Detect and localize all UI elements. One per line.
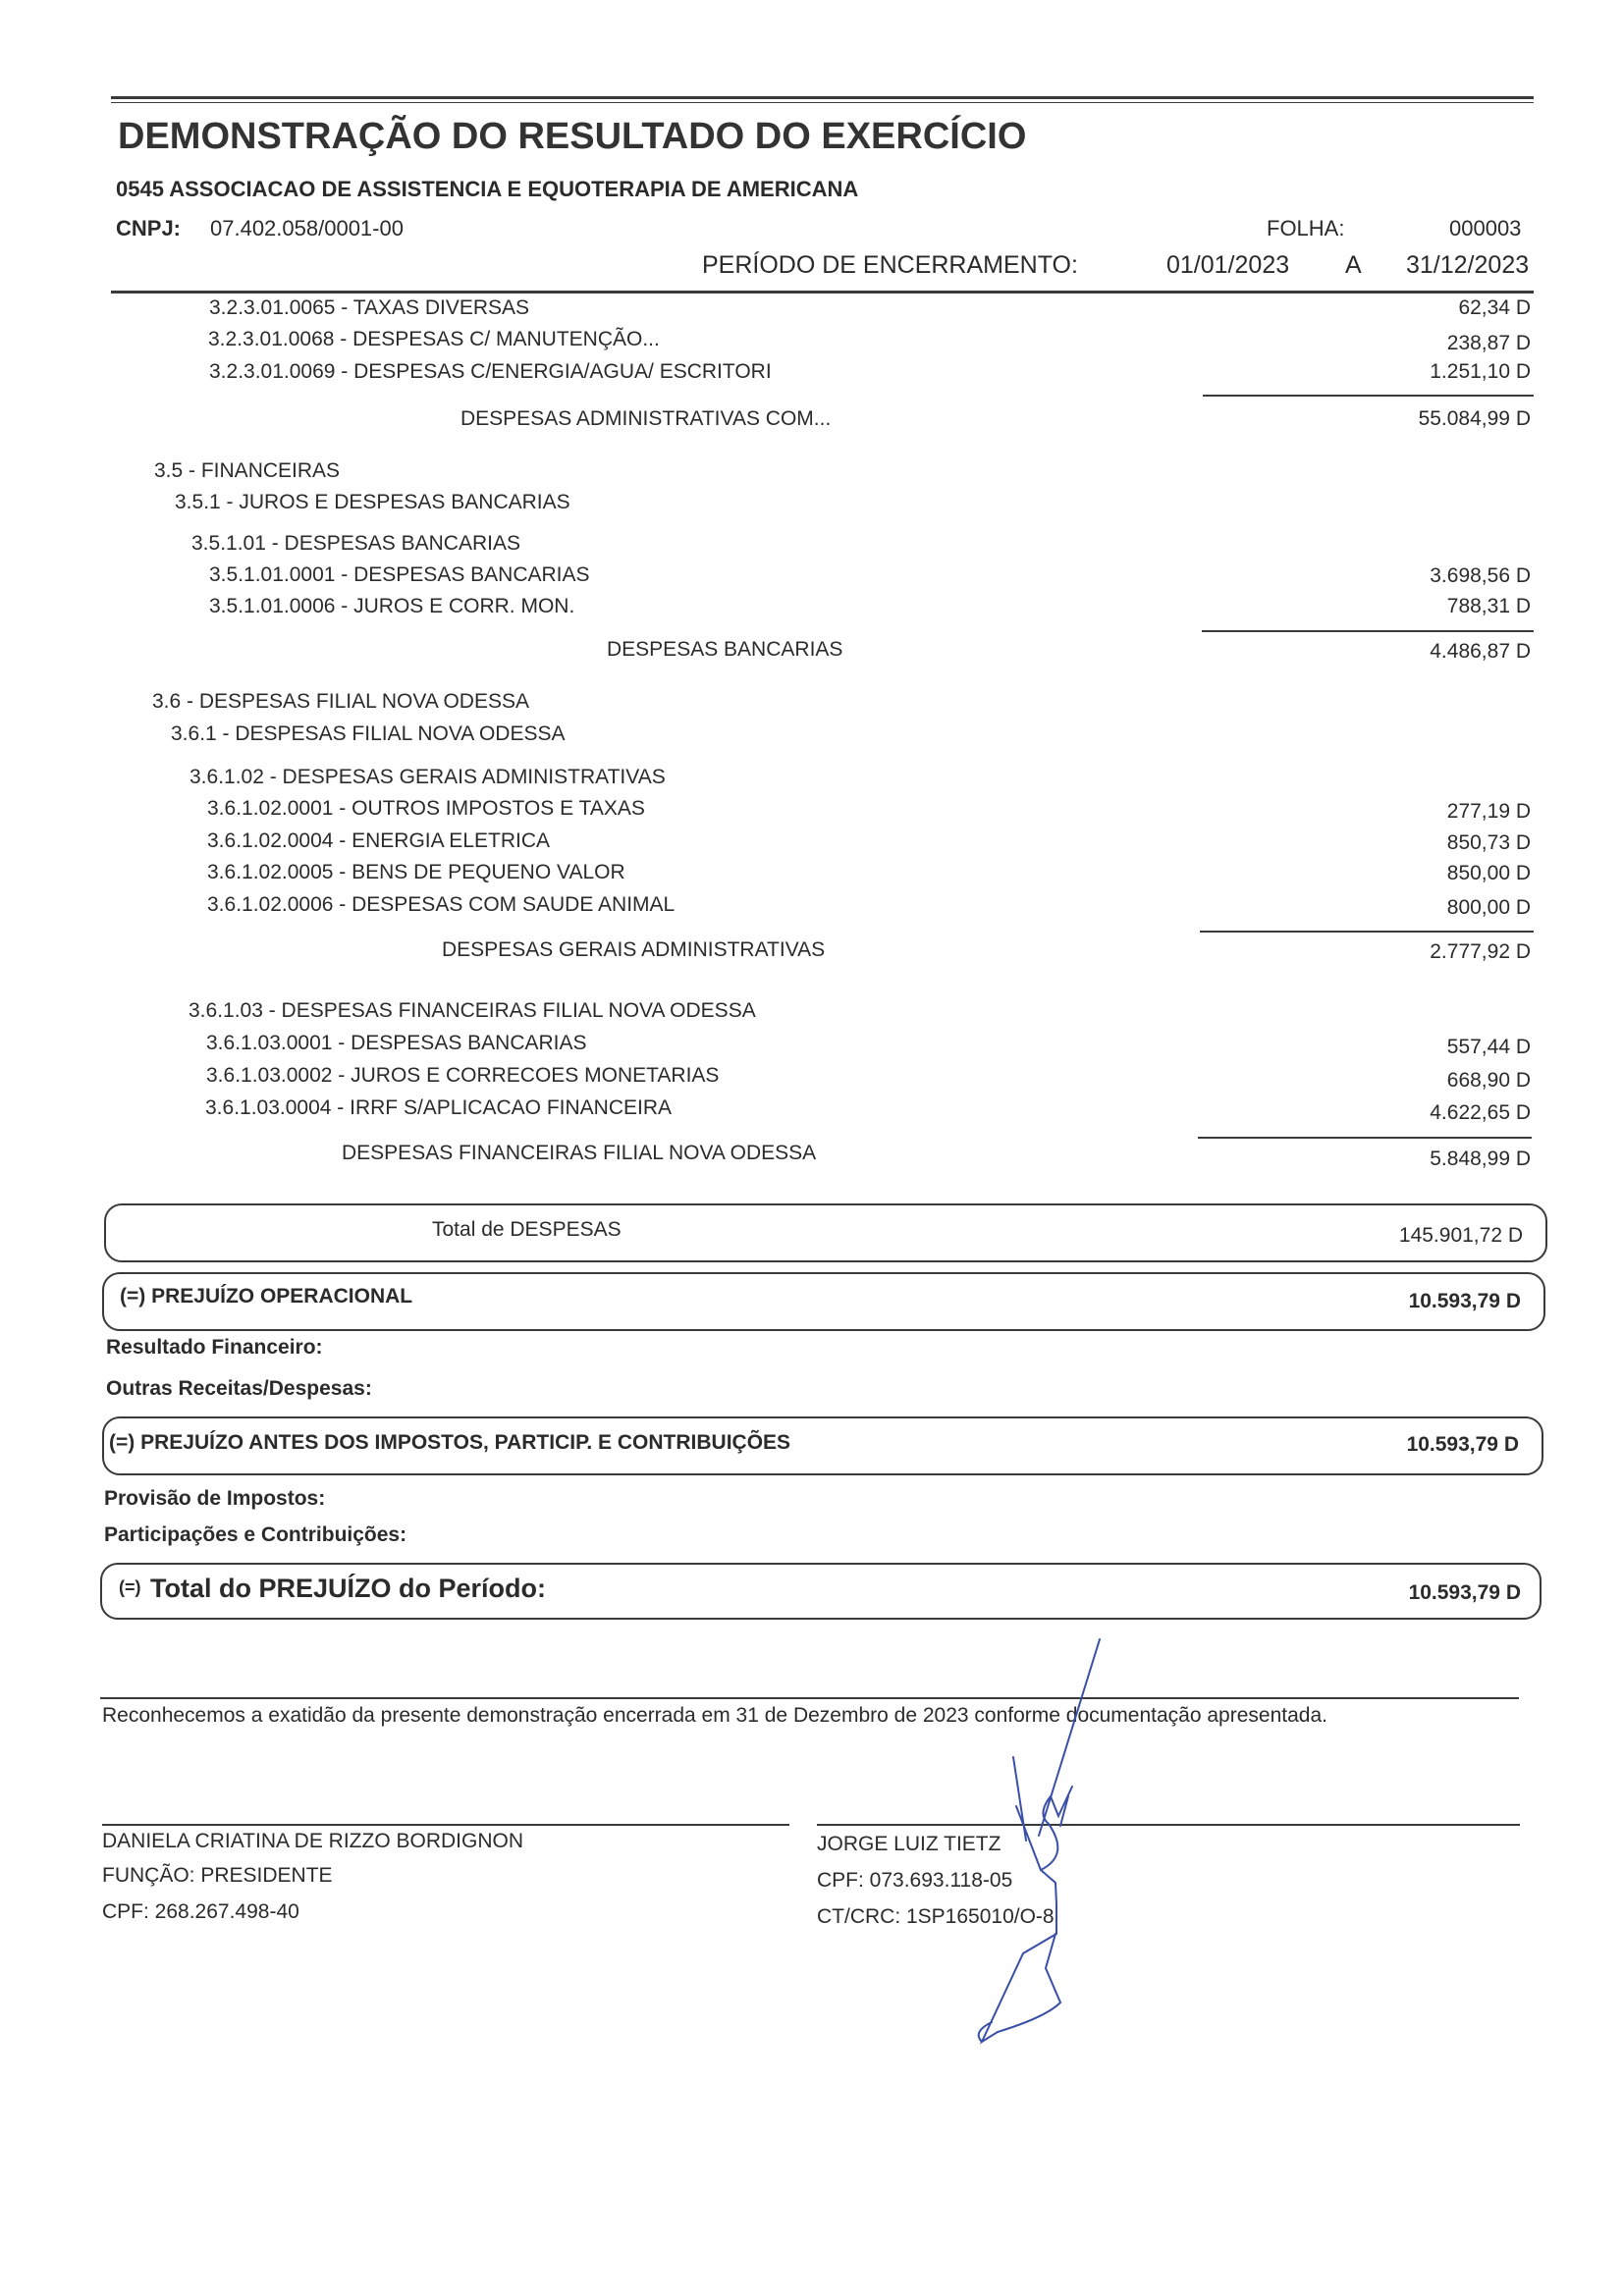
- cnpj-value: 07.402.058/0001-00: [210, 216, 404, 240]
- subtotal-value: 55.084,99 D: [1418, 407, 1531, 430]
- total-despesas-label: Total de DESPESAS: [432, 1218, 622, 1241]
- account-value: 3.698,56 D: [1430, 564, 1531, 587]
- outras-receitas-label: Outras Receitas/Despesas:: [106, 1377, 372, 1400]
- account-value: 1.251,10 D: [1430, 360, 1531, 383]
- provisao-impostos-label: Provisão de Impostos:: [104, 1487, 326, 1510]
- account-label: 3.6.1.02.0004 - ENERGIA ELETRICA: [207, 829, 551, 852]
- signature-line-left: [102, 1824, 789, 1826]
- account-label: 3.5.1 - JUROS E DESPESAS BANCARIAS: [175, 491, 570, 513]
- total-prejuizo-label: Total do PREJUÍZO do Período:: [150, 1574, 546, 1603]
- header-top-rule: [111, 96, 1534, 99]
- periodo-fim: 31/12/2023: [1406, 251, 1530, 279]
- account-label: 3.6 - DESPESAS FILIAL NOVA ODESSA: [152, 690, 529, 713]
- account-value: 277,19 D: [1446, 800, 1531, 823]
- subtotal-label: DESPESAS GERAIS ADMINISTRATIVAS: [442, 938, 826, 961]
- total-prejuizo-prefix: (=): [119, 1577, 141, 1597]
- company-name: 0545 ASSOCIACAO DE ASSISTENCIA E EQUOTERAPIA DE AMERICANA: [116, 177, 859, 201]
- footer-rule: [100, 1697, 1519, 1699]
- account-label: 3.6.1.03.0001 - DESPESAS BANCARIAS: [206, 1032, 587, 1054]
- account-value: 4.622,65 D: [1430, 1101, 1531, 1124]
- account-label: 3.6.1.03 - DESPESAS FINANCEIRAS FILIAL NOVA ODESSA: [189, 999, 756, 1022]
- subtotal-value: 2.777,92 D: [1430, 940, 1531, 963]
- prejuizo-antes-label: (=) PREJUÍZO ANTES DOS IMPOSTOS, PARTICIP. E CONTRIBUIÇÕES: [109, 1431, 791, 1454]
- signer1-name: DANIELA CRIATINA DE RIZZO BORDIGNON: [102, 1830, 524, 1852]
- header-top-rule-thin: [111, 102, 1534, 103]
- account-value: 557,44 D: [1446, 1036, 1531, 1058]
- account-label: 3.6.1.02.0001 - OUTROS IMPOSTOS E TAXAS: [207, 797, 645, 820]
- participacoes-label: Participações e Contribuições:: [104, 1523, 407, 1546]
- account-label: 3.6.1.03.0002 - JUROS E CORRECOES MONETARIAS: [206, 1064, 720, 1087]
- signer2-crc: CT/CRC: 1SP165010/O-8: [817, 1905, 1055, 1928]
- subtotal-value: 5.848,99 D: [1430, 1148, 1531, 1170]
- account-value: 668,90 D: [1446, 1069, 1531, 1092]
- account-label: 3.2.3.01.0069 - DESPESAS C/ENERGIA/AGUA/ ESCRITORI: [209, 360, 772, 383]
- subtotal-rule: [1203, 395, 1534, 397]
- periodo-inicio: 01/01/2023: [1166, 251, 1290, 279]
- subtotal-label: DESPESAS BANCARIAS: [607, 638, 843, 661]
- header-bottom-rule: [111, 291, 1534, 294]
- signer2-cpf: CPF: 073.693.118-05: [817, 1869, 1013, 1892]
- account-label: 3.5.1.01 - DESPESAS BANCARIAS: [191, 532, 520, 555]
- subtotal-rule: [1198, 1137, 1532, 1139]
- account-label: 3.6.1.02.0006 - DESPESAS COM SAUDE ANIMAL: [207, 893, 676, 916]
- signer1-role: FUNÇÃO: PRESIDENTE: [102, 1864, 333, 1887]
- total-despesas-value: 145.901,72 D: [1398, 1224, 1523, 1247]
- resultado-financeiro-label: Resultado Financeiro:: [106, 1336, 323, 1359]
- account-label: 3.2.3.01.0065 - TAXAS DIVERSAS: [209, 296, 530, 319]
- account-label: 3.5 - FINANCEIRAS: [154, 459, 341, 482]
- prejuizo-operacional-label: (=) PREJUÍZO OPERACIONAL: [120, 1285, 413, 1308]
- account-label: 3.6.1.03.0004 - IRRF S/APLICACAO FINANCEIRA: [205, 1096, 673, 1119]
- account-label: 3.6.1 - DESPESAS FILIAL NOVA ODESSA: [171, 722, 566, 745]
- account-label: 3.2.3.01.0068 - DESPESAS C/ MANUTENÇÃO...: [208, 328, 660, 350]
- prejuizo-antes-value: 10.593,79 D: [1406, 1433, 1519, 1456]
- handwritten-signature: [864, 1629, 1119, 2061]
- subtotal-value: 4.486,87 D: [1430, 640, 1531, 663]
- account-label: 3.5.1.01.0006 - JUROS E CORR. MON.: [209, 595, 575, 617]
- account-value: 850,00 D: [1446, 862, 1531, 884]
- subtotal-label: DESPESAS ADMINISTRATIVAS COM...: [460, 407, 832, 430]
- subtotal-rule: [1200, 931, 1534, 933]
- subtotal-rule: [1202, 630, 1534, 632]
- account-label: 3.6.1.02 - DESPESAS GERAIS ADMINISTRATIVAS: [189, 766, 666, 788]
- subtotal-label: DESPESAS FINANCEIRAS FILIAL NOVA ODESSA: [342, 1142, 817, 1164]
- account-value: 850,73 D: [1446, 831, 1531, 854]
- periodo-separator: A: [1345, 251, 1362, 279]
- periodo-label: PERÍODO DE ENCERRAMENTO:: [702, 251, 1078, 279]
- folha-value: 000003: [1449, 216, 1522, 240]
- account-value: 788,31 D: [1446, 595, 1531, 617]
- signer2-name: JORGE LUIZ TIETZ: [817, 1833, 1001, 1855]
- account-value: 800,00 D: [1446, 896, 1531, 919]
- account-value: 62,34 D: [1458, 296, 1531, 319]
- account-value: 238,87 D: [1446, 332, 1531, 354]
- signer1-cpf: CPF: 268.267.498-40: [102, 1900, 299, 1923]
- total-prejuizo-value: 10.593,79 D: [1408, 1581, 1521, 1604]
- account-label: 3.6.1.02.0005 - BENS DE PEQUENO VALOR: [207, 861, 625, 883]
- cnpj-label: CNPJ:: [116, 216, 182, 240]
- folha-label: FOLHA:: [1267, 216, 1345, 240]
- document-title: DEMONSTRAÇÃO DO RESULTADO DO EXERCÍCIO: [118, 116, 1027, 157]
- account-label: 3.5.1.01.0001 - DESPESAS BANCARIAS: [209, 563, 590, 586]
- prejuizo-operacional-value: 10.593,79 D: [1408, 1290, 1521, 1312]
- total-despesas-box: [104, 1203, 1547, 1262]
- declaration-text: Reconhecemos a exatidão da presente demonstração encerrada em 31 de Dezembro de 2023 conforme documentação apresentada.: [102, 1704, 1327, 1727]
